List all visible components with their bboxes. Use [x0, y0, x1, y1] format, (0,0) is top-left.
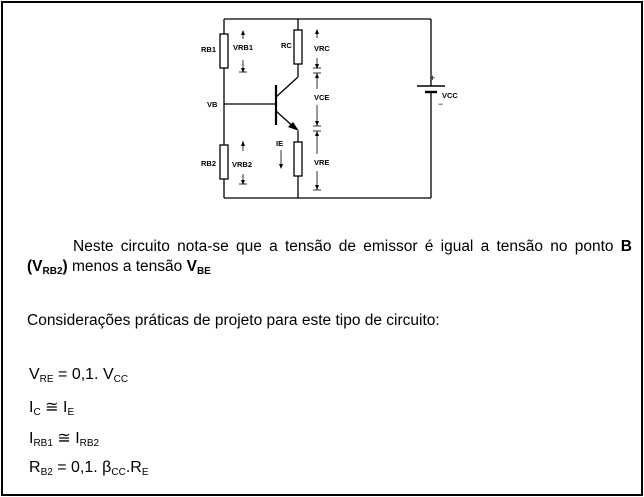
vcc-minus-sign: − — [438, 99, 444, 109]
considerations-heading: Considerações práticas de projeto para este tipo de circuito: — [27, 312, 440, 329]
rb2-resistor — [220, 145, 228, 179]
rb1-resistor — [220, 34, 228, 68]
rb2-label: RB2 — [201, 159, 217, 168]
vce-arrow-down — [315, 121, 319, 126]
vre-arrow-down — [315, 185, 319, 190]
paragraph-text-start: Neste circuito nota-se que a tensão de emissor é igual a tensão no ponto — [73, 238, 621, 255]
vrc-label: VRC — [314, 44, 330, 53]
ie-label: IE — [276, 139, 284, 148]
equation-ic: $I_C$ ≅ $I_E$ — [29, 399, 75, 418]
transistor-collector-lead — [276, 77, 298, 97]
vrb2-arrow-up — [241, 141, 245, 146]
explanation-paragraph — [27, 237, 632, 277]
vrb2-symbol: $(V_{RB2})$ — [27, 258, 68, 277]
equation-rb2: $R_{B2} = 0,1$. $\beta_{CC}.R_E$ — [29, 459, 149, 478]
voltage-divider-circuit-diagram — [180, 8, 458, 208]
rc-resistor — [294, 30, 302, 64]
paragraph-text-middle: menos a tensão — [67, 258, 187, 275]
vre-label: VRE — [314, 158, 330, 167]
vre-arrow-up — [315, 131, 319, 136]
vrc-arrow-up — [315, 29, 319, 34]
vrb1-arrow-up — [241, 30, 245, 35]
vce-label: VCE — [314, 93, 330, 102]
re-resistor — [294, 142, 302, 176]
vcc-plus-sign: + — [430, 73, 436, 83]
point-b-label: B — [620, 238, 632, 255]
equation-vre: $V_{RE} = 0,1$. $V_{CC}$ — [29, 366, 129, 385]
equation-irb: $I_{RB1}$ ≅ $I_{RB2}$ — [29, 430, 100, 449]
ie-arrow-down — [279, 164, 283, 169]
vbe-symbol: $V_{BE}$ — [186, 258, 211, 277]
rc-label: RC — [281, 41, 292, 50]
rb1-label: RB1 — [201, 45, 217, 54]
vb-label: VB — [207, 100, 218, 109]
vrb2-label: VRB2 — [232, 160, 253, 169]
vce-arrow-up — [315, 73, 319, 78]
vcc-label: VCC — [442, 91, 458, 100]
vrb1-label: VRB1 — [233, 43, 254, 52]
